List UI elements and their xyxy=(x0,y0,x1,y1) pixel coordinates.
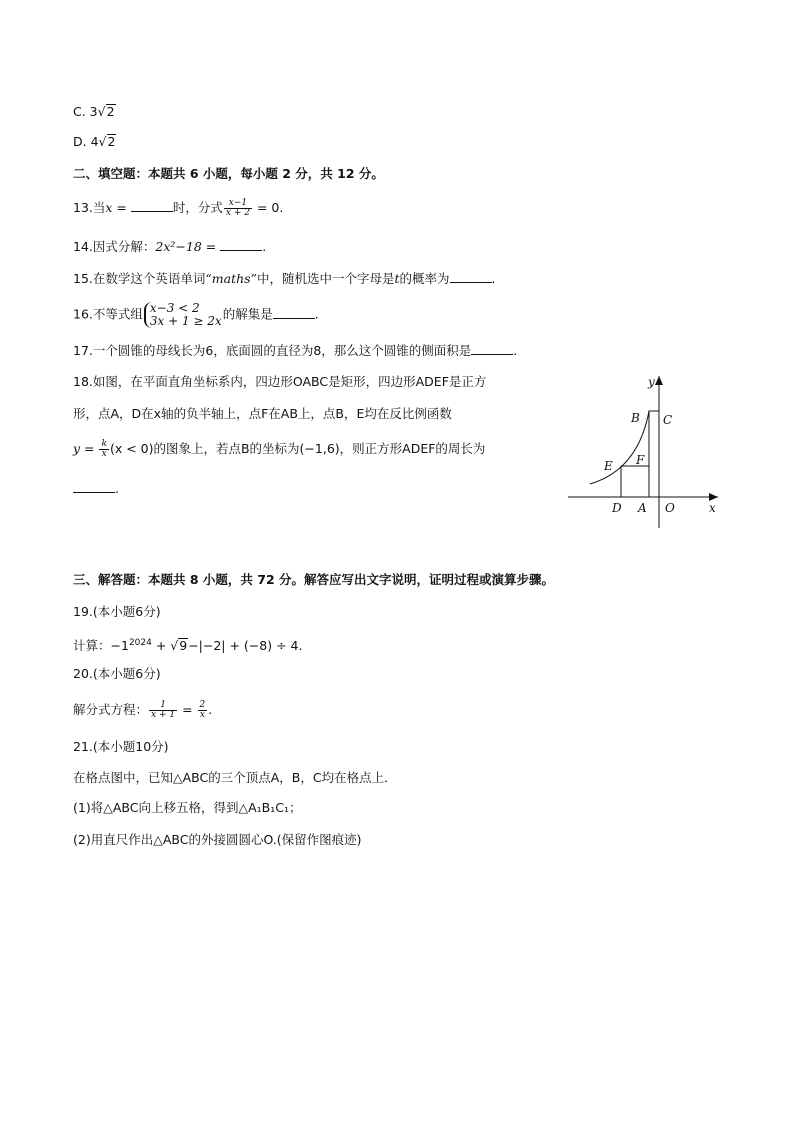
y-axis-arrow xyxy=(655,376,663,385)
fraction-left: $\frac{1}{x + 1}$ xyxy=(151,700,176,720)
fraction-right: $\frac{2}{x}$ xyxy=(199,700,206,720)
label-b: B xyxy=(631,411,640,425)
question-16: 16.不等式组 x−3 < 2 3x + 1 ≥ 2x的解集是 . xyxy=(73,301,319,328)
label-y: y xyxy=(648,375,655,389)
hyperbola-curve xyxy=(590,411,649,484)
fraction: $\frac{k}{x}$ xyxy=(101,439,107,459)
label-c: C xyxy=(663,413,673,427)
square-adef xyxy=(621,466,649,497)
question-21-title: 21.(本小题10分) xyxy=(73,739,169,754)
answer-blank[interactable] xyxy=(73,480,115,493)
question-19-title: 19.(本小题6分) xyxy=(73,604,161,619)
label-o: O xyxy=(665,501,675,515)
question-20-title: 20.(本小题6分) xyxy=(73,666,161,681)
question-18-line-4: . xyxy=(73,480,119,498)
question-15: 15.在数学这个英语单词“maths”中，随机选中一个字母是t的概率为 . xyxy=(73,271,496,286)
section3-title: 三、解答题：本题共 8 小题，共 72 分。解答应写出文字说明，证明过程或演算步骤。 xyxy=(73,572,555,587)
label-a: A xyxy=(638,501,647,515)
x-axis-arrow xyxy=(709,493,718,501)
coordinate-figure xyxy=(563,370,733,532)
question-20: 解分式方程： $\frac{1}{x + 1}$ = $\frac{2}{x}$ . xyxy=(73,700,213,720)
rectangle-oabc xyxy=(649,411,659,497)
question-18-line-3: y = $\frac{k}{x}$ (x < 0)的图象上，若点B的坐标为(−1,6)，则正方形ADEF的周长为 xyxy=(73,439,486,459)
question-18-line-2: 形，点A，D在x轴的负半轴上，点F在AB上，点B，E均在反比例函数 xyxy=(73,406,452,421)
question-14: 14.因式分解：2x²−18 = . xyxy=(73,239,267,254)
question-18-line-1: 18.如图，在平面直角坐标系内，四边形OABC是矩形，四边形ADEF是正方 xyxy=(73,374,487,389)
option-c: C. 3√2 xyxy=(73,104,115,119)
question-17: 17.一个圆锥的母线长为6，底面圆的直径为8，那么这个圆锥的侧面积是 . xyxy=(73,343,518,358)
question-13: 13.当x = 时，分式 $\frac{x-1}{x + 2}$ = 0. xyxy=(73,198,284,218)
question-21-intro: 在格点图中，已知△ABC的三个顶点A，B，C均在格点上． xyxy=(73,770,397,785)
option-d: D. 4√2 xyxy=(73,134,116,149)
inequality-system: x−3 < 2 3x + 1 ≥ 2x xyxy=(144,302,222,328)
label-d: D xyxy=(612,501,622,515)
question-19: 计算：$-1^{2024} + √9-|-2| + (-8) \div 4$. xyxy=(73,638,303,654)
label-e: E xyxy=(604,459,613,473)
fraction: $\frac{x-1}{x + 2}$ xyxy=(225,198,250,218)
question-21-part-1: (1)将△ABC向上移五格，得到△A₁B₁C₁； xyxy=(73,800,302,815)
answer-blank[interactable] xyxy=(450,270,492,283)
answer-blank[interactable] xyxy=(220,238,262,251)
label-f: F xyxy=(636,453,645,467)
answer-blank[interactable] xyxy=(471,342,513,355)
label-x: x xyxy=(709,501,716,515)
section2-title: 二、填空题：本题共 6 小题，每小题 2 分，共 12 分。 xyxy=(73,166,384,181)
question-21-part-2: (2)用直尺作出△ABC的外接圆圆心O.(保留作图痕迹) xyxy=(73,832,362,847)
answer-blank[interactable] xyxy=(131,199,173,212)
answer-blank[interactable] xyxy=(273,306,315,319)
